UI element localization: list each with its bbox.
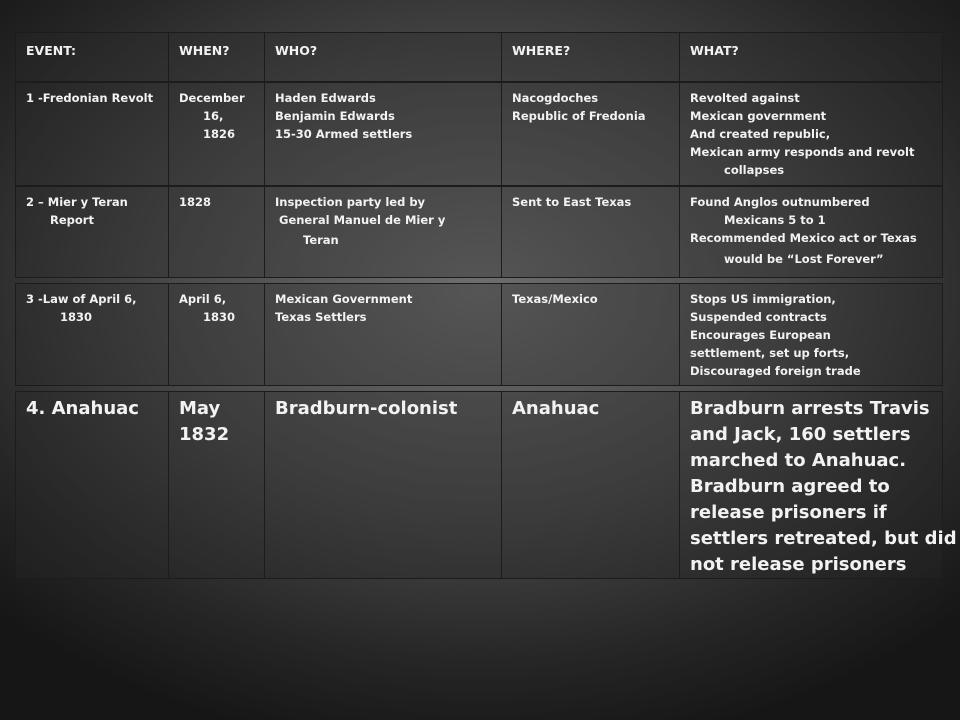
cell-line: Benjamin Edwards [275,109,395,123]
table-row [15,82,943,186]
where-cell [502,392,680,578]
event-cell [16,392,169,578]
cell-line: 1828 [179,195,212,209]
cell-line: December [179,91,245,105]
cell-line: settlers retreated, but did [690,528,957,549]
when-cell [169,187,265,277]
cell-line: marched to Anahuac. [690,450,907,471]
cell-line: Suspended contracts [690,310,827,324]
header-what: WHAT? [690,43,739,58]
cell-line: Mexican army responds and revolt [690,145,915,159]
cell-line: Found Anglos outnumbered [690,195,870,209]
cell-line: 16, [203,109,224,123]
table-row [15,391,957,579]
what-cell [680,83,944,185]
cell-line: 4. Anahuac [26,398,139,419]
who-cell [265,187,502,277]
cell-line: Sent to East Texas [512,195,632,209]
table-header-row [15,32,943,82]
cell-line: General Manuel de Mier y [279,213,446,227]
cell-line: Stops US immigration, [690,292,836,306]
who-cell [265,83,502,185]
event-cell [16,83,169,185]
cell-line: 1832 [179,424,230,445]
cell-line: and Jack, 160 settlers [690,424,911,445]
header-where: WHERE? [502,33,680,81]
cell-line: Haden Edwards [275,91,376,105]
cell-line: Revolted against [690,91,800,105]
cell-line: Bradburn agreed to [690,476,890,497]
cell-line: Recommended Mexico act or Texas [690,231,917,245]
cell-line: Bradburn arrests Travis [690,398,930,419]
cell-line: May [179,398,221,419]
who-cell [265,284,502,385]
cell-line: Report [50,213,94,227]
table-row [15,283,943,386]
cell-line: 1830 [203,310,236,324]
cell-line: not release prisoners [690,554,907,575]
cell-line: Teran [303,233,339,247]
cell-line: would be “Lost Forever” [724,252,884,266]
where-cell [502,284,680,385]
cell-line: Discouraged foreign trade [690,364,861,378]
cell-line: Mexicans 5 to 1 [724,213,826,227]
event-cell [16,187,169,277]
what-cell [680,187,944,277]
cell-line: Mexican government [690,109,827,123]
cell-line: release prisoners if [690,502,887,523]
cell-line: Mexican Government [275,292,413,306]
when-cell [169,83,265,185]
cell-line: 15-30 Armed settlers [275,127,413,141]
when-cell [169,392,265,578]
cell-line: 1 -Fredonian Revolt [26,91,154,105]
cell-line: Republic of Fredonia [512,109,646,123]
cell-line: And created republic, [690,127,831,141]
header-who: WHO? [265,33,502,81]
cell-line: settlement, set up forts, [690,346,850,360]
cell-line: Texas Settlers [275,310,367,324]
cell-line: 1830 [60,310,93,324]
cell-line: Texas/Mexico [512,292,598,306]
cell-line: Encourages European [690,328,831,342]
cell-line: collapses [724,163,785,177]
cell-line: Inspection party led by [275,195,426,209]
header-event: EVENT: [16,33,169,81]
cell-line: Bradburn-colonist [275,398,458,419]
what-cell [680,392,957,578]
header-when: WHEN? [169,33,265,81]
table-row [15,186,943,278]
what-cell [680,284,944,385]
cell-line: Nacogdoches [512,91,599,105]
who-cell [265,392,502,578]
event-cell [16,284,169,385]
cell-line: Anahuac [512,398,600,419]
when-cell [169,284,265,385]
cell-line: 2 – Mier y Teran [26,195,128,209]
cell-line: April 6, [179,292,227,306]
cell-line: 3 -Law of April 6, [26,292,137,306]
where-cell [502,83,680,185]
cell-line: 1826 [203,127,236,141]
where-cell [502,187,680,277]
